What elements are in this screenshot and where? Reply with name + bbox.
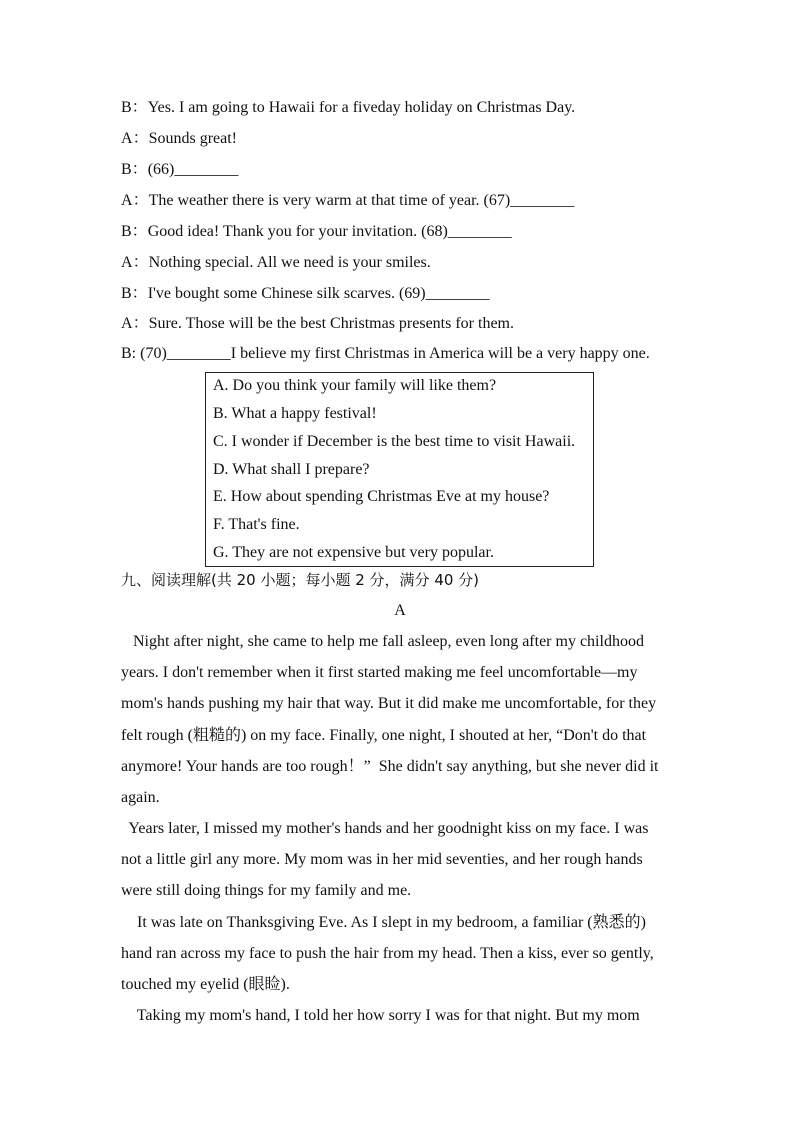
speaker: B: [121, 99, 132, 116]
speaker: B: [121, 223, 132, 240]
text-line: Taking my mom's hand, I told her how sorry I was for that night. But my mom: [121, 1007, 640, 1024]
separator: ：: [131, 223, 148, 240]
separator: :: [131, 345, 141, 362]
dialogue-text: The weather there is very warm at that time of year. (67)________: [148, 192, 575, 209]
text-line: hand ran across my face to push the hair from my head. Then a kiss, ever so gently,: [121, 945, 654, 963]
dialogue-text: Nothing special. All we need is your smiles.: [148, 254, 431, 271]
separator: ：: [132, 254, 149, 271]
speaker: B: [121, 345, 132, 362]
dialogue-line: [121, 98, 575, 118]
dialogue-line: [121, 129, 237, 149]
dialogue-text: Sure. Those will be the best Christmas presents for them.: [148, 315, 514, 332]
separator: ：: [131, 161, 148, 178]
text-line: again.: [121, 788, 160, 806]
dialogue-line: [121, 191, 574, 211]
speaker: A: [121, 315, 133, 332]
paragraph: [121, 907, 678, 1001]
option-item: B. What a happy festival!: [213, 405, 377, 422]
speaker: A: [121, 130, 133, 147]
text-line: Night after night, she came to help me fall asleep, even long after my childhood: [121, 633, 644, 650]
speaker: A: [121, 192, 133, 209]
dialogue-text: (70)________I believe my first Christmas in America will be a very happy one.: [140, 345, 650, 362]
text-line: mom's hands pushing my hair that way. But it did make me uncomfortable, for they: [121, 695, 657, 713]
text-line: Years later, I missed my mother's hands and her goodnight kiss on my face. I was: [121, 820, 649, 837]
separator: ：: [132, 315, 149, 332]
dialogue-text: (66)________: [147, 161, 239, 178]
separator: ：: [131, 285, 148, 302]
separator: ：: [131, 99, 148, 116]
text-line: touched my eyelid (眼睑).: [121, 976, 290, 994]
options-box: [205, 372, 594, 567]
dialogue-text: Sounds great!: [148, 130, 238, 147]
separator: ：: [132, 130, 149, 147]
text-line: years. I don't remember when it first started making me feel uncomfortable—my: [121, 664, 638, 682]
section-heading: 九、阅读理解(共 20 小题；每小题 2 分，满分 40 分): [121, 571, 480, 589]
dialogue-line: [121, 222, 512, 242]
text-line: felt rough (粗糙的) on my face. Finally, one night, I shouted at her, “Don't do that: [121, 726, 647, 744]
dialogue-line: [121, 284, 490, 304]
dialogue-line: [121, 314, 514, 334]
option-item: G. They are not expensive but very popular.: [213, 544, 494, 561]
option-item: C. I wonder if December is the best time to visit Hawaii.: [213, 433, 576, 450]
paragraph: [121, 1000, 678, 1031]
paragraph: [121, 813, 678, 907]
separator: ：: [132, 192, 149, 209]
text-line: were still doing things for my family and me.: [121, 882, 412, 900]
dialogue-text: Yes. I am going to Hawaii for a fiveday holiday on Christmas Day.: [147, 99, 576, 116]
text-line: not a little girl any more. My mom was in her mid seventies, and her rough hands: [121, 851, 643, 869]
text-line: It was late on Thanksgiving Eve. As I slept in my bedroom, a familiar (熟悉的): [121, 914, 646, 931]
speaker: A: [121, 254, 133, 271]
option-item: F. That's fine.: [213, 516, 300, 533]
dialogue-line: [121, 344, 650, 364]
option-item: E. How about spending Christmas Eve at my house?: [213, 488, 550, 505]
text-line: anymore! Your hands are too rough！” She didn't say anything, but she never did it: [121, 757, 659, 775]
dialogue-text: I've bought some Chinese silk scarves. (69)________: [147, 285, 490, 302]
option-item: D. What shall I prepare?: [213, 461, 370, 478]
speaker: B: [121, 285, 132, 302]
paragraph: [121, 626, 678, 813]
dialogue-line: [121, 160, 238, 180]
dialogue-line: [121, 253, 431, 273]
passage-title: A: [394, 602, 406, 619]
dialogue-text: Good idea! Thank you for your invitation. (68)________: [147, 223, 512, 240]
option-item: A. Do you think your family will like them?: [213, 377, 497, 394]
speaker: B: [121, 161, 132, 178]
